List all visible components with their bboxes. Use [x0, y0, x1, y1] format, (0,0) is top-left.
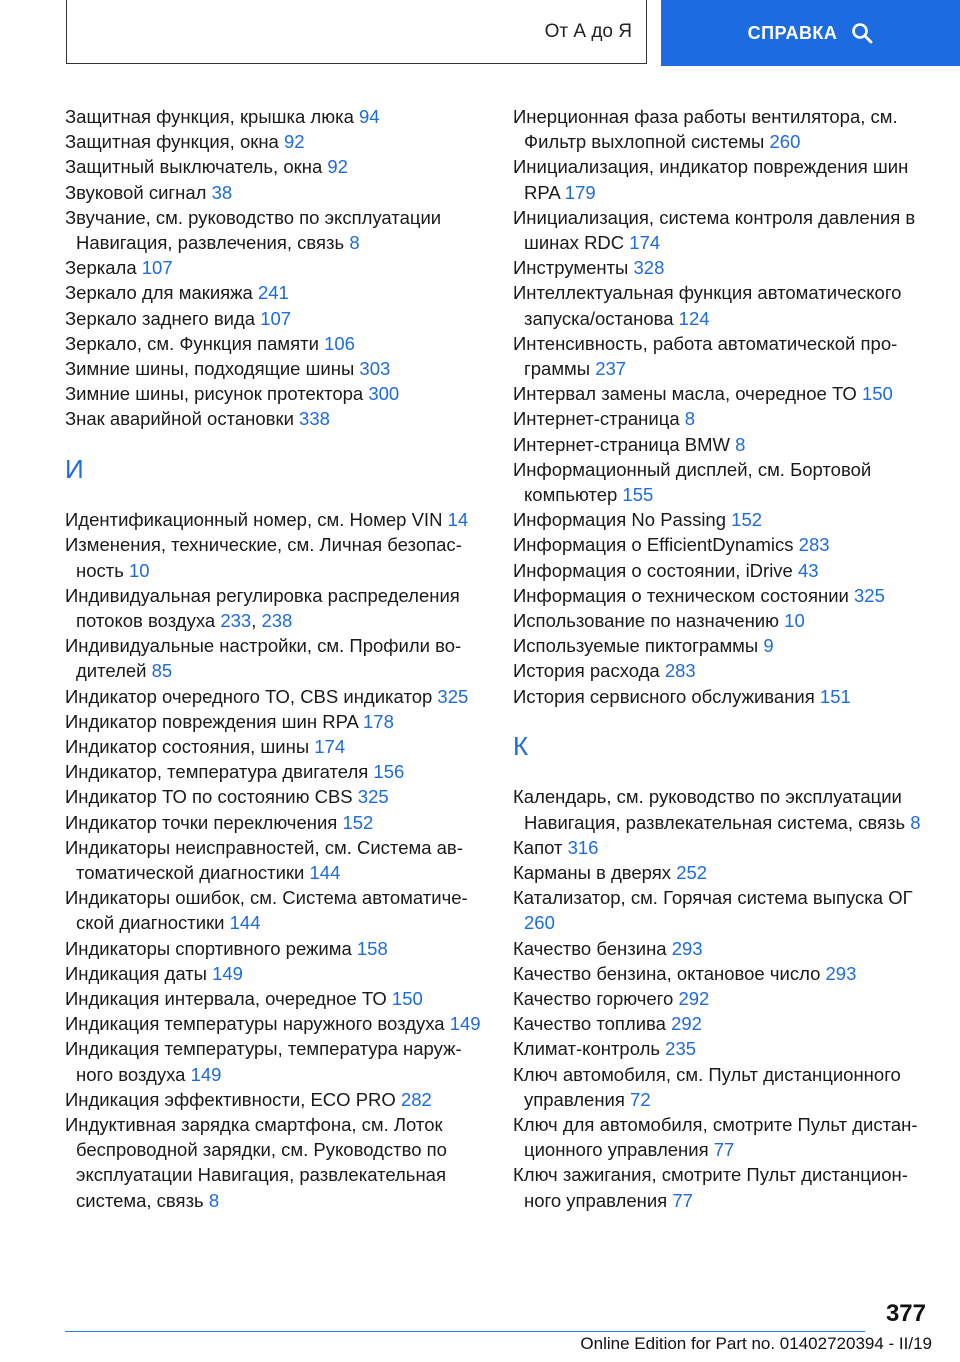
page-reference-link[interactable]: 260: [524, 912, 555, 934]
index-entry: [513, 331, 933, 381]
index-entry: [65, 280, 485, 305]
index-entry: [65, 885, 485, 935]
index-entry: [65, 507, 485, 532]
index-entry: [65, 633, 485, 683]
index-entry-text: Календарь, см. руководство по эксплуатации Навигация, развлекательная система, связь: [513, 786, 906, 833]
index-entry-text: Защитная функция, крышка люка: [65, 106, 354, 127]
index-entry: [65, 936, 485, 961]
page-reference-link[interactable]: 9: [763, 635, 774, 657]
index-entry-text: Звучание, см. руководство по эксплуатации Навигация, развлечения, связь: [65, 206, 442, 254]
index-entry-text: Качество топлива: [513, 1013, 666, 1035]
index-entry-text: Индикатор, температура двигателя: [65, 761, 369, 783]
index-entry-text: История сервисного обслуживания: [513, 685, 815, 707]
page-reference-link[interactable]: 150: [391, 988, 423, 1010]
index-entry: [513, 154, 933, 204]
page-reference-link[interactable]: 14: [447, 509, 469, 531]
index-entry: [513, 936, 933, 961]
tab-help[interactable]: [661, 0, 960, 66]
index-entry: [513, 835, 933, 860]
index-entry: [513, 1062, 933, 1112]
page-reference-link[interactable]: 238: [261, 610, 293, 632]
index-entry-text: Климат-контроль: [513, 1038, 661, 1060]
index-entry: [513, 986, 933, 1011]
index-entry: [65, 356, 485, 381]
index-entry: Индивидуальная регулировка распределения потоков воздуха 233, 238: [65, 584, 460, 632]
index-entry: [65, 986, 485, 1011]
index-entry-text: Индивидуальные настройки, см. Профили водителей: [65, 635, 462, 682]
index-entry-text: Информация о состоянии, iDrive: [513, 559, 793, 581]
page-reference-link[interactable]: 252: [676, 862, 708, 884]
index-entry: [65, 734, 485, 759]
index-entry: [513, 406, 933, 431]
index-entry-text: Капот: [513, 836, 563, 858]
index-entry: [65, 104, 485, 129]
index-entry-text: История расхода: [513, 660, 660, 682]
page-reference-link[interactable]: 325: [437, 685, 469, 707]
tab-help-label: СПРАВКА: [747, 22, 838, 43]
index-entry-text: Зеркало заднего вида: [65, 307, 256, 329]
index-entry-text: Зеркало, см. Функция памяти: [65, 332, 319, 354]
index-entry: [513, 633, 933, 658]
index-entry-text: Индикация эффективности, ECO PRO: [65, 1088, 396, 1110]
index-entry: [513, 784, 933, 834]
index-entry-text: Качество бензина: [513, 937, 667, 959]
index-entry-text: Индикатор ТО по состоянию CBS: [65, 786, 353, 808]
index-entry: [513, 205, 933, 255]
index-entry: [513, 381, 933, 406]
page-reference-link[interactable]: 38: [211, 181, 233, 203]
section-letter: И: [65, 453, 84, 484]
page-reference-link[interactable]: 152: [342, 811, 374, 833]
page-reference-link[interactable]: 292: [671, 1013, 702, 1035]
page-reference-link[interactable]: 328: [633, 257, 665, 279]
index-entry-text: Ключ автомобиля, см. Пульт дистанционного управления: [513, 1063, 901, 1110]
index-entry: [513, 280, 933, 330]
index-entry: [65, 1087, 485, 1112]
index-entry-text: Зимние шины, подходящие шины: [65, 358, 355, 380]
index-entry-text: Защитный выключатель, окна: [65, 156, 323, 178]
index-entry-text: Индикация даты: [65, 962, 207, 984]
page-reference-link[interactable]: 106: [324, 332, 355, 354]
index-entry: [65, 759, 485, 784]
footer-edition: Online Edition for Part no. 01402720394 - II/19: [580, 1334, 932, 1353]
index-entry: [65, 810, 485, 835]
page-reference-link[interactable]: 10: [784, 610, 805, 632]
page-reference-link[interactable]: 303: [359, 358, 391, 380]
page-reference-link[interactable]: 107: [141, 257, 173, 279]
page-reference-link[interactable]: 107: [260, 307, 292, 329]
index-entry: [513, 558, 933, 583]
index-entry: [513, 961, 933, 986]
index-entry-text: Качество горючего: [513, 988, 674, 1010]
page-reference-link[interactable]: 241: [257, 282, 289, 304]
index-entry-text: Индуктивная зарядка смартфона, см. Лоток беспроводной зарядки, см. Руководство по эксплуатации Навигация, развлекательная система, связь: [65, 1114, 447, 1211]
index-entry-text: Инерционная фаза работы вентилятора, см. Фильтр выхлопной системы: [513, 106, 898, 153]
index-entry-text: Информация о EfficientDynamics: [513, 534, 794, 556]
page-reference-link[interactable]: 151: [819, 685, 851, 707]
index-entry-text: Информационный дисплей, см. Бортовой компьютер: [513, 458, 872, 506]
page-reference-link[interactable]: 158: [356, 937, 388, 959]
page-reference-link[interactable]: 94: [359, 106, 380, 127]
index-entry-text: Индикаторы спортивного режима: [65, 937, 352, 959]
index-column-right: [513, 104, 933, 1213]
page-reference-link[interactable]: 92: [283, 131, 305, 153]
index-entry-text: Знак аварийной остановки: [65, 408, 294, 430]
index-entry: [65, 1112, 485, 1213]
page-reference-link[interactable]: 72: [630, 1088, 651, 1110]
index-entry-text: Индикаторы неисправностей, см. Система автоматической диагностики: [65, 836, 463, 884]
page-reference-link[interactable]: 300: [368, 383, 400, 405]
page-reference-link[interactable]: 237: [595, 358, 627, 380]
page-reference-link[interactable]: 144: [229, 912, 261, 934]
index-entry-text: Информация No Passing: [513, 509, 727, 531]
index-entry-text: Индикатор повреждения шин RPA: [65, 710, 358, 732]
page-reference-link[interactable]: 124: [678, 307, 710, 329]
index-entry: [513, 860, 933, 885]
index-entry-text: Интервал замены масла, очередное ТО: [513, 383, 857, 405]
page-reference-link[interactable]: 178: [363, 710, 394, 732]
index-entry-text: Индикация интервала, очередное ТО: [65, 988, 387, 1010]
index-entry: [65, 835, 485, 885]
index-entry: [513, 1011, 933, 1036]
index-entry-text: Инструменты: [513, 257, 629, 279]
page-reference-link[interactable]: 43: [798, 559, 819, 581]
index-entry: [65, 406, 485, 431]
index-entry: [513, 885, 933, 935]
page-reference-link[interactable]: 283: [798, 534, 830, 556]
index-entry-text: Индикаторы ошибок, см. Система автоматической диагностики: [65, 887, 468, 934]
page-reference-link[interactable]: 152: [731, 509, 763, 531]
index-entry-text: Интернет-страница BMW: [513, 433, 730, 455]
page-reference-link[interactable]: 8: [735, 433, 746, 455]
index-entry: [65, 306, 485, 331]
index-entry-text: Индикация температуры, температура наружного воздуха: [65, 1038, 462, 1085]
index-entry: [513, 1112, 933, 1162]
page-reference-link[interactable]: 325: [854, 584, 885, 606]
page-reference-link[interactable]: 149: [190, 1063, 222, 1085]
index-column-left: [65, 104, 485, 1213]
index-entry-text: Интеллектуальная функция автоматического запуска/останова: [513, 282, 902, 329]
index-entry: [513, 507, 933, 532]
page-reference-link[interactable]: 293: [825, 962, 857, 984]
index-entry: [65, 381, 485, 406]
index-entry-text: Индикация температуры наружного воздуха: [65, 1013, 445, 1035]
page-reference-link[interactable]: 156: [373, 761, 405, 783]
footer-divider: [65, 1331, 865, 1332]
index-entry-text: Индикатор очередного ТО, CBS индикатор: [65, 685, 433, 707]
index-entry: [513, 532, 933, 557]
index-entry: [513, 684, 933, 709]
page-reference-link[interactable]: 283: [664, 660, 696, 682]
index-entry: [513, 432, 933, 457]
page-reference-link[interactable]: 233: [220, 610, 252, 632]
index-entry-text: Идентификационный номер, см. Номер VIN: [65, 509, 443, 531]
page-reference-link[interactable]: 149: [212, 962, 243, 984]
index-entry-text: Информация о техническом состоянии: [513, 584, 849, 606]
page-reference-link[interactable]: 150: [861, 383, 893, 405]
index-entry: [513, 1162, 933, 1212]
index-entry: [65, 205, 485, 255]
index-entry: [65, 255, 485, 280]
page-reference-link[interactable]: 292: [678, 988, 710, 1010]
page-reference-link[interactable]: 155: [622, 484, 654, 506]
index-entry: [513, 608, 933, 633]
index-entry: [513, 104, 933, 154]
page-reference-link[interactable]: 338: [299, 408, 330, 430]
index-entry-text: Ключ зажигания, смотрите Пульт дистанционного управления: [513, 1164, 908, 1211]
page-reference-link[interactable]: 149: [449, 1013, 481, 1035]
index-entry: [65, 532, 485, 582]
page-reference-link[interactable]: 325: [357, 786, 389, 808]
index-entry: [65, 129, 485, 154]
page-number: 377: [885, 1300, 926, 1327]
page-reference-link[interactable]: 282: [400, 1088, 432, 1110]
index-entry: [513, 658, 933, 683]
index-entry-text: Ключ для автомобиля, смотрите Пульт дистанционного управления: [513, 1114, 918, 1161]
index-entry: [65, 180, 485, 205]
index-entry-text: Звуковой сигнал: [65, 181, 207, 203]
section-letter: К: [513, 731, 529, 762]
index-entry-text: Катализатор, см. Горячая система выпуска ОГ: [513, 887, 913, 909]
page-reference-link[interactable]: 8: [910, 811, 921, 833]
index-entry-text: Инициализация, система контроля давления в шинах RDC: [513, 206, 916, 254]
index-entry-text: Индивидуальная регулировка распределения потоков воздуха: [65, 584, 460, 632]
page-reference-link[interactable]: 316: [567, 836, 599, 858]
page-reference-link[interactable]: 174: [314, 736, 346, 758]
index-entry-text: Использование по назначению: [513, 610, 780, 632]
index-entry: [513, 1036, 933, 1061]
page-reference-link[interactable]: 8: [684, 408, 696, 430]
index-entry: [65, 709, 485, 734]
page-reference-link[interactable]: 144: [309, 862, 341, 884]
index-entry: [65, 784, 485, 809]
page-reference-link[interactable]: 179: [564, 181, 596, 203]
page-reference-link[interactable]: 92: [327, 156, 348, 178]
index-entry-text: Инициализация, индикатор повреждения шин RPA: [513, 156, 909, 203]
page-reference-link[interactable]: 293: [671, 937, 703, 959]
index-entry: [65, 331, 485, 356]
page-reference-link[interactable]: 77: [672, 1189, 693, 1211]
page-reference-link[interactable]: 260: [769, 131, 801, 153]
page-reference-link[interactable]: 85: [151, 660, 173, 682]
index-entry: [513, 583, 933, 608]
index-entry: [65, 1036, 485, 1086]
index-entry-text: Качество бензина, октановое число: [513, 962, 821, 984]
index-entry-text: Интенсивность, работа автоматической программы: [513, 332, 898, 380]
search-icon: [851, 22, 873, 44]
header: [0, 0, 960, 66]
index-entry-text: Индикатор точки переключения: [65, 811, 338, 833]
page-reference-link[interactable]: 10: [129, 559, 150, 581]
index-entry: [65, 684, 485, 709]
page-reference-link[interactable]: 235: [665, 1038, 697, 1060]
index-entry: [513, 457, 933, 507]
index-entry-text: Интернет-страница: [513, 408, 680, 430]
index-entry-text: Зимние шины, рисунок протектора: [65, 383, 364, 405]
index-entry: [65, 961, 485, 986]
index-entry-text: Карманы в дверях: [513, 862, 672, 884]
index-entry: [65, 154, 485, 179]
tab-a-to-z-label: От А до Я: [544, 20, 632, 42]
page-reference-link[interactable]: 77: [713, 1139, 735, 1161]
index-entry: [513, 255, 933, 280]
page-reference-link[interactable]: 174: [629, 232, 661, 254]
page-reference-link[interactable]: 8: [349, 232, 360, 254]
index-entry: [65, 1011, 485, 1036]
index-entry-text: Зеркало для макияжа: [65, 282, 253, 304]
index-entry-text: Зеркала: [65, 257, 137, 279]
index-entry-text: Изменения, технические, см. Личная безопасность: [65, 534, 462, 581]
index-entry-text: Индикатор состояния, шины: [65, 736, 310, 758]
index-entry-text: Используемые пиктограммы: [513, 635, 759, 657]
page-reference-link[interactable]: 8: [208, 1189, 220, 1211]
tab-a-to-z[interactable]: [66, 0, 647, 64]
index-entry-text: Защитная функция, окна: [65, 131, 279, 153]
